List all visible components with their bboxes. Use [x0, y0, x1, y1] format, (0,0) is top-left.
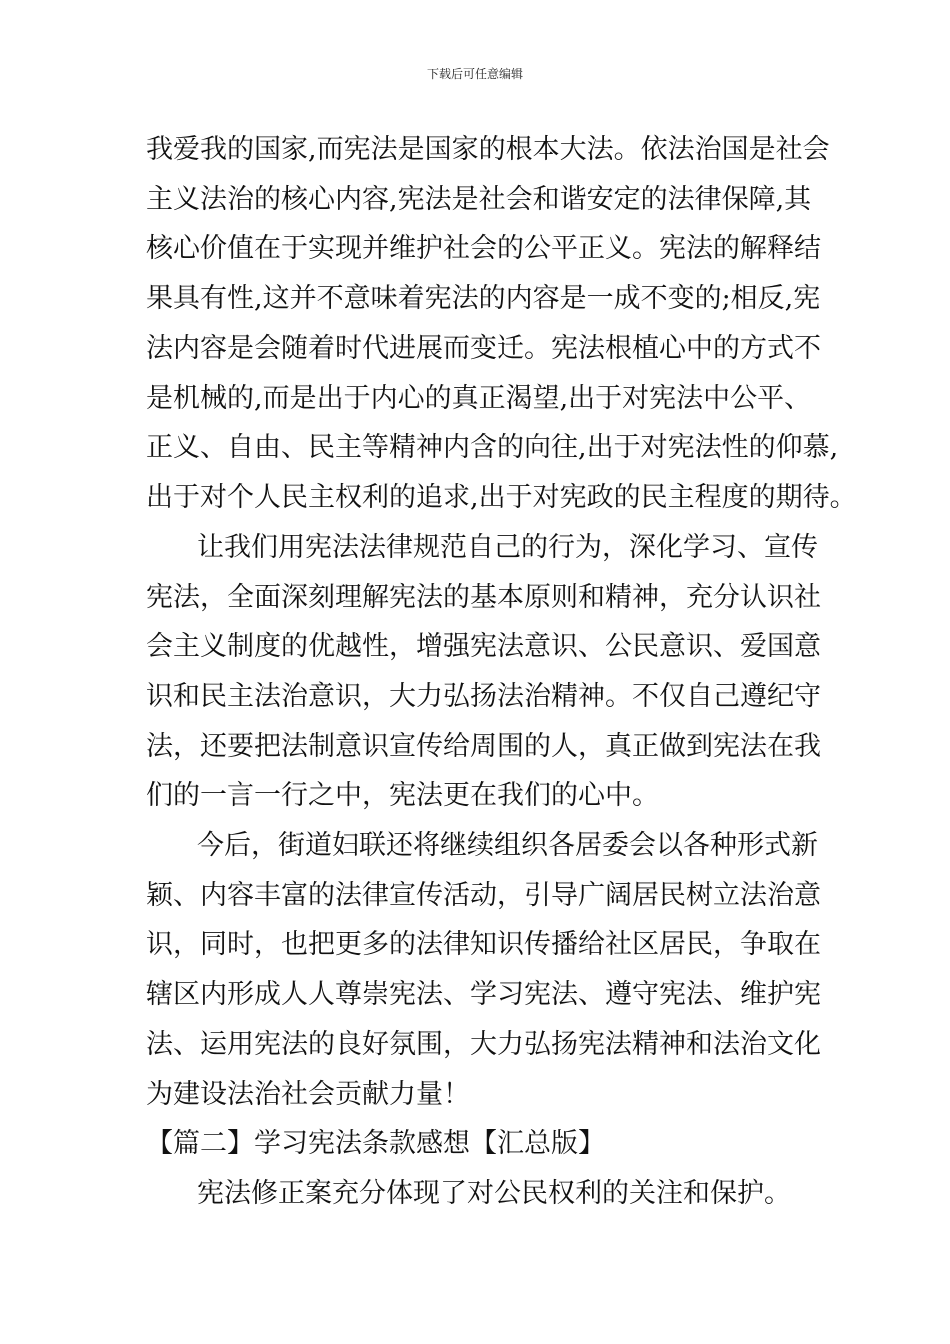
paragraph-1-line-7: 正义、自由、民主等精神内含的向往,出于对宪法性的仰慕, [146, 432, 839, 463]
paragraph-3-line-3: 识，同时，也把更多的法律知识传播给社区居民，争取在 [146, 929, 821, 960]
paragraph-3-line-2: 颖、内容丰富的法律宣传活动，引导广阔居民树立法治意 [146, 880, 821, 911]
paragraph-2-line-4: 识和民主法治意识，大力弘扬法治精神。不仅自己遵纪守 [146, 681, 821, 712]
paragraph-2-line-3: 会主义制度的优越性，增强宪法意识、公民意识、爱国意 [146, 631, 821, 662]
paragraph-2-line-6: 们的一言一行之中，宪法更在我们的心中。 [146, 780, 659, 811]
paragraph-1-line-6: 是机械的,而是出于内心的真正渴望,出于对宪法中公平、 [146, 383, 812, 414]
paragraph-2-line-5: 法，还要把法制意识宣传给周围的人，真正做到宪法在我 [146, 731, 821, 762]
paragraph-1-line-2: 主义法治的核心内容,宪法是社会和谐安定的法律保障,其 [146, 184, 812, 215]
paragraph-2-line-1: 让我们用宪法法律规范自己的行为，深化学习、宣传 [197, 532, 818, 563]
paragraph-2-line-2: 宪法，全面深刻理解宪法的基本原则和精神，充分认识社 [146, 582, 821, 613]
paragraph-3-line-6: 为建设法治社会贡献力量！ [146, 1079, 470, 1110]
paragraph-1-line-5: 法内容是会随着时代进展而变迁。宪法根植心中的方式不 [146, 333, 821, 364]
paragraph-3-line-1: 今后，街道妇联还将继续组织各居委会以各种形式新 [197, 830, 818, 861]
paragraph-1-line-3: 核心价值在于实现并维护社会的公平正义。宪法的解释结 [146, 233, 821, 264]
page-header: 下载后可任意编辑 [426, 67, 523, 81]
paragraph-1-line-8: 出于对个人民主权利的追求,出于对宪政的民主程度的期待。 [146, 482, 857, 513]
section-heading: 【篇二】学习宪法条款感想【汇总版】 [146, 1128, 605, 1159]
paragraph-1-line-4: 果具有性,这并不意味着宪法的内容是一成不变的;相反,宪 [146, 283, 821, 314]
paragraph-3-line-4: 辖区内形成人人尊崇宪法、学习宪法、遵守宪法、维护宪 [146, 979, 821, 1010]
paragraph-1-line-1: 我爱我的国家,而宪法是国家的根本大法。依法治国是社会 [146, 134, 830, 165]
paragraph-3-line-5: 法、运用宪法的良好氛围，大力弘扬宪法精神和法治文化 [146, 1029, 821, 1060]
paragraph-4-line-1: 宪法修正案充分体现了对公民权利的关注和保护。 [197, 1178, 791, 1209]
